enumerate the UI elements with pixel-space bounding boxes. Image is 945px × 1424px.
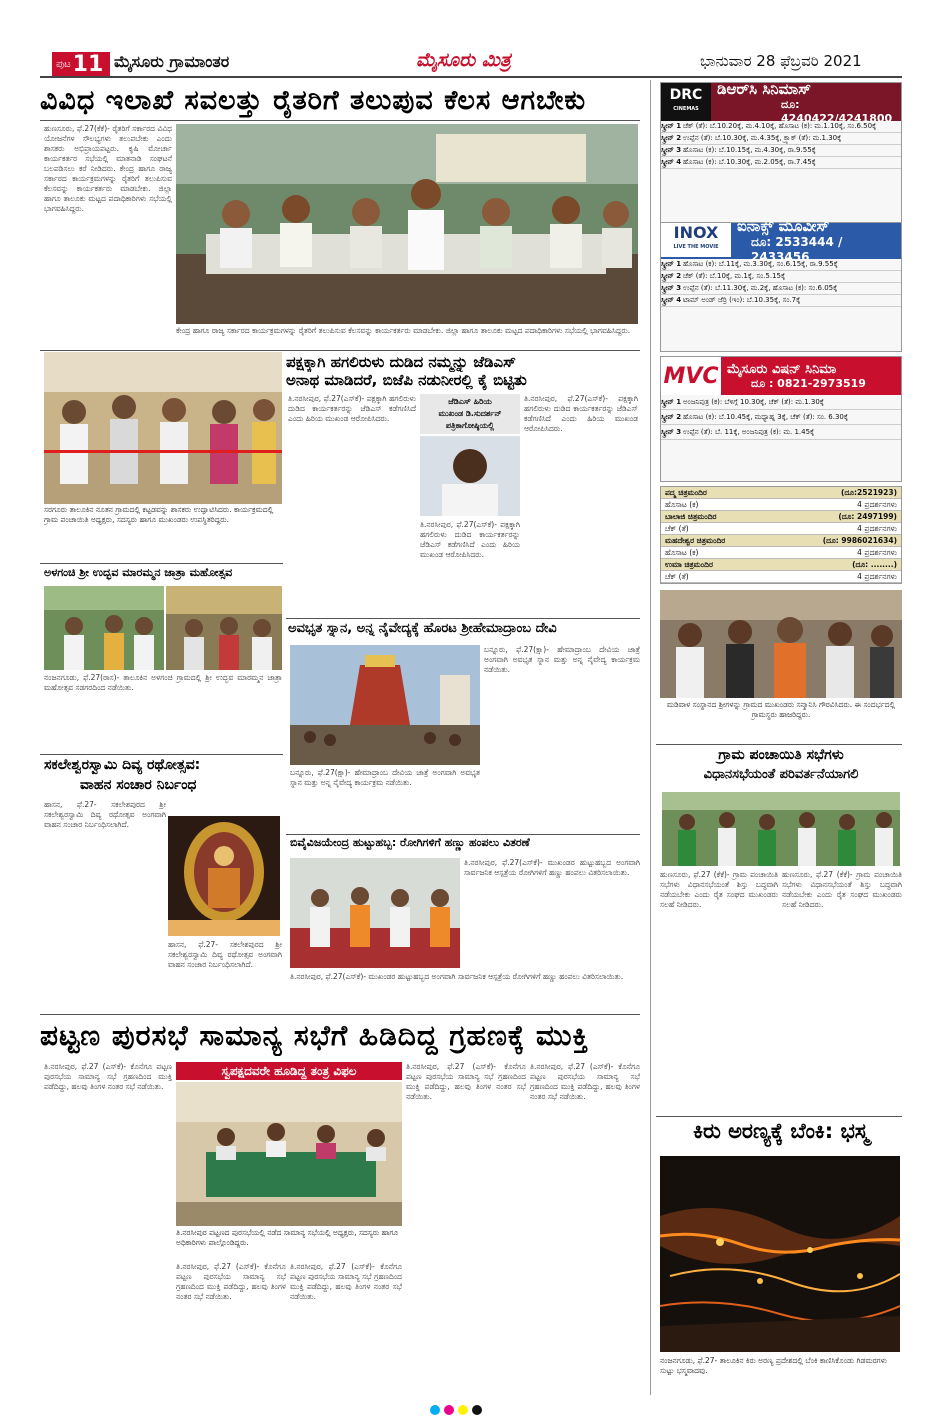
- mvc-cinema-listing: [660, 356, 902, 482]
- forest-fire-caption: ನಂಜನಗೂಡು, ಫೆ.27- ತಾಲೂಕಿನ ಕಿರು ಅರಣ್ಯ ಪ್ರದೇಶದಲ್ಲಿ ಬೆಂಕಿ ಕಾಣಿಸಿಕೊಂಡು ಗಿಡಮರಗಳು ಸುಟ್ಟು ಭಸ್ಮವಾದವು.: [660, 1356, 888, 1375]
- fruit-distribution-headline: ಬಿವೈವಿಜಯೇಂದ್ರ ಹುಟ್ಟುಹಬ್ಬ: ರೋಗಿಗಳಿಗೆ ಹಣ್ಣು ಹಂಪಲು ವಿತರಣೆ: [290, 836, 530, 849]
- divider: [656, 744, 902, 745]
- mvc-screen-row: ಸ್ಕ್ರೀನ್ 3 ಉಪ್ಪೆನ (ತೆ): ಬೆ. 11ಕ್ಕೆ, ಅಂಜನಿಪುತ್ರ (ಕ): ಮ. 1.45ಕ್ಕೆ: [661, 425, 901, 440]
- drc-screen-row: ಸ್ಕ್ರೀನ್ 3 ಹೊಸಾಟ (ಕ): ಬೆ.10.15ಕ್ಕೆ, ಮ.4.30ಕ್ಕೆ, ರಾ.9.55ಕ್ಕೆ: [661, 145, 901, 157]
- jds-headline-line1: ಪಕ್ಷಕ್ಕಾಗಿ ಹಗಲಿರುಳು ದುಡಿದ ನಮ್ಮನ್ನು ಜೆಡಿಎಸ್: [286, 353, 516, 371]
- rathotsava-story-text-1: ಹಾಸನ, ಫೆ.27- ಸಕಲೇಶಪುರದ ಶ್ರೀ ಸಕಲೇಶ್ವರಸ್ವಾಮಿ ದಿವ್ಯ ರಥೋತ್ಸವ ಅಂಗವಾಗಿ ವಾಹನ ಸಂಚಾರ ನಿರ್ಬಂಧಿಸಲಾಗಿದೆ.: [44, 800, 166, 829]
- page-number: 11: [72, 51, 104, 77]
- council-meeting-caption: ತಿ.ನರಸೀಪುರ ಪಟ್ಟಣದ ಪುರಸಭೆಯಲ್ಲಿ ನಡೆದ ಸಾಮಾನ್ಯ ಸಭೆಯಲ್ಲಿ ಅಧ್ಯಕ್ಷರು, ಸದಸ್ಯರು ಹಾಗೂ ಅಧಿಕಾರಿಗಳು ಪಾಲ್ಗೊಂಡಿದ್ದರು.: [176, 1228, 399, 1247]
- inox-screen-row: ಸ್ಕ್ರೀನ್ 1 ಹೊಸಾಟ (ಕ): ಬೆ.11ಕ್ಕೆ, ಮ.3.30ಕ್ಕೆ, ಸಂ.6.15ಕ್ಕೆ, ರಾ.9.55ಕ್ಕೆ: [661, 259, 901, 271]
- drc-screen-row: ಸ್ಕ್ರೀನ್ 4 ಹೊಸಾಟ (ಕ): ಬೆ.10.30ಕ್ಕೆ, ಮ.2.05ಕ್ಕೆ, ರಾ.7.45ಕ್ಕೆ: [661, 157, 901, 169]
- forest-fire-photo: [660, 1156, 900, 1352]
- rathotsava-story-text-2: ಹಾಸನ, ಫೆ.27- ಸಕಲೇಶಪುರದ ಶ್ರೀ ಸಕಲೇಶ್ವರಸ್ವಾಮಿ ದಿವ್ಯ ರಥೋತ್ಸವ ಅಂಗವಾಗಿ ವಾಹನ ಸಂಚಾರ ನಿರ್ಬಂಧಿಸಲಾಗಿದೆ.: [168, 940, 282, 969]
- page-marker: ಪುಟ: [56, 58, 71, 70]
- eclipse-headline: ಪಟ್ಟಣ ಪುರಸಭೆ ಸಾಮಾನ್ಯ ಸಭೆಗೆ ಹಿಡಿದಿದ್ದ ಗ್ರಹಣಕ್ಕೆ ಮುಕ್ತಿ: [40, 1019, 589, 1052]
- swamiji-felicitation-photo: [660, 590, 902, 698]
- theatre-name-row: ಬಾಲಾಜಿ ಚಿತ್ರಮಂದಿರ (ದೂ: 2497199): [661, 511, 901, 523]
- theatre-name-row: ಉಮಾ ಚಿತ್ರಮಂದಿರ (ದೂ: ........): [661, 559, 901, 571]
- mvc-logo: MVC: [663, 363, 719, 389]
- jatra-photo: [44, 586, 282, 670]
- theatre-show-row: ಚೆಕ್ (ತೆ) 4 ಪ್ರದರ್ಶನಗಳು: [661, 523, 901, 535]
- fruit-story-text-2: ತಿ.ನರಸೀಪುರ, ಫೆ.27(ಎಸ್‌ಕೆ)- ಮುಖಂಡರ ಹುಟ್ಟುಹಬ್ಬದ ಅಂಗವಾಗಿ ಸಾರ್ವಜನಿಕ ಆಸ್ಪತ್ರೆಯ ರೋಗಿಗಳಿಗೆ ಹಣ್ಣು ಹಂಪಲು ವಿತರಿಸಲಾಯಿತು.: [290, 972, 624, 981]
- inox-screen-row: ಸ್ಕ್ರೀನ್ 2 ಚೆಕ್ (ತೆ): ಬೆ.10ಕ್ಕೆ, ಮ.1ಕ್ಕೆ, ಸಂ.5.15ಕ್ಕೆ: [661, 271, 901, 283]
- temple-story-text-2: ಬನ್ನೂರು, ಫೆ.27(ಕ್ಷಾ)- ಹೇಮಾದ್ರಾಂಬ ದೇವಿಯ ಜಾತ್ರೆ ಅಂಗವಾಗಿ ಅವಭೃತ ಸ್ನಾನ ಮತ್ತು ಅನ್ನ ನೈವೇದ್ಯ ಕಾರ್ಯಕ್ರಮ ನಡೆಯಿತು.: [484, 645, 640, 674]
- main-story-text-2: ಕೇಂದ್ರ ಹಾಗೂ ರಾಜ್ಯ ಸರ್ಕಾರದ ಕಾರ್ಯಕ್ರಮಗಳನ್ನು ರೈತರಿಗೆ ತಲುಪಿಸುವ ಕೆಲಸವನ್ನು ಕಾರ್ಯಕರ್ತರು ಮಾಡಬೇಕು. ಜಿಲ್ಲಾ ಹಾಗೂ ತಾಲೂಕು ಮಟ್ಟದ ಪದಾಧಿಕಾರಿಗಳು ಸಭೆಯಲ್ಲಿ ಭಾಗವಹಿಸಿದ್ದರು.: [176, 326, 631, 335]
- jatra-story-text: ನಂಜನಗೂಡು, ಫೆ.27(ರಾಸ)- ತಾಲೂಕಿನ ಅಳಗಂಚಿ ಗ್ರಾಮದಲ್ಲಿ ಶ್ರೀ ಉದ್ಭವ ಮಾರಮ್ಮನ ಜಾತ್ರಾ ಮಹೋತ್ಸವ ಸಡಗರದಿಂದ ನಡೆಯಿತು.: [44, 673, 282, 692]
- divider: [40, 1014, 640, 1015]
- drc-logo: DRC CINEMAS: [661, 83, 711, 121]
- theatre-show-row: ಹೊಸಾಟ (ಕ) 4 ಪ್ರದರ್ಶನಗಳು: [661, 499, 901, 511]
- theatre-show-row: ಚೆಕ್ (ತೆ) 4 ಪ್ರದರ್ಶನಗಳು: [661, 571, 901, 583]
- jds-story-text-2: ತಿ.ನರಸೀಪುರ, ಫೆ.27(ಎಸ್‌ಕೆ)- ಪಕ್ಷಕ್ಕಾಗಿ ಹಗಲಿರುಳು ದುಡಿದ ಕಾರ್ಯಕರ್ತರನ್ನು ಜೆಡಿಎಸ್ ಕಡೆಗಣಿಸಿದೆ ಎಂದು ಹಿರಿಯ ಮುಖಂಡ ಆರೋಪಿಸಿದರು.: [420, 520, 520, 559]
- eclipse-subhead: ಸ್ವಪಕ್ಷದವರೇ ಹೂಡಿದ್ದ ತಂತ್ರ ವಿಫಲ: [176, 1062, 402, 1080]
- jds-headline-line2: ಅನಾಥ ಮಾಡಿದರೆ, ಬಿಜೆಪಿ ನಡುನೀರಲ್ಲಿ ಕೈ ಬಿಟ್ಟಿತು: [286, 371, 527, 389]
- issue-date: ಭಾನುವಾರ 28 ಫೆಬ್ರವರಿ 2021: [700, 52, 862, 70]
- column-divider: [650, 80, 651, 1395]
- meeting-photo: [176, 124, 638, 324]
- masthead: ಮೈಸೂರು ಮಿತ್ರ: [416, 49, 511, 71]
- divider: [40, 563, 283, 564]
- forest-fire-headline: ಕಿರು ಅರಣ್ಯಕ್ಕೆ ಬೆಂಕಿ: ಭಸ್ಮ: [693, 1119, 869, 1143]
- divider: [40, 120, 640, 121]
- panchayat-story-text-2: ಹುಣಸೂರು, ಫೆ.27 (ಕೆಕೆ)- ಗ್ರಾಮ ಪಂಚಾಯಿತಿ ಸಭೆಗಳು ವಿಧಾನಸಭೆಯಂತೆ ಶಿಸ್ತು ಬದ್ಧವಾಗಿ ನಡೆಯಬೇಕು ಎಂದು ರೈತ ಸಂಘದ ಮುಖಂಡರು ಸಲಹೆ ನೀಡಿದರು.: [782, 870, 902, 909]
- jds-pullquote: ಜೆಡಿಎಸ್ ಹಿರಿಯ ಮುಖಂಡ ಡಿ.ಸುದರ್ಶನ್ ಪತ್ರಿಕಾಗೋಷ್ಠಿಯಲ್ಲಿ: [420, 394, 520, 434]
- drc-screen-row: ಸ್ಕ್ರೀನ್ 2 ಉಪ್ಪೆನ (ತೆ): ಬೆ.10.30ಕ್ಕೆ, ಮ.4.35ಕ್ಕೆ, ಕ್ರ್ಯಾಕ್ (ತೆ): ಮ.1.30ಕ್ಕೆ: [661, 133, 901, 145]
- print-registration-marks: [430, 1400, 486, 1419]
- council-meeting-photo: [176, 1082, 402, 1226]
- drc-phone: ದೂ: 4240422/4241800: [781, 97, 893, 125]
- mvc-screen-row: ಸ್ಕ್ರೀನ್ 2 ಹೊಸಾಟ (ಕ): ಬೆ.10.45ಕ್ಕೆ, ಮಧ್ಯಾಹ್ನ 3ಕ್ಕೆ, ಚೆಕ್ (ತೆ): ಸಂ. 6.30ಕ್ಕೆ: [661, 410, 901, 425]
- theatre-name-row: ಪದ್ಮ ಚಿತ್ರಮಂದಿರ (ದೂ:2521923): [661, 487, 901, 499]
- jds-story-text-3: ತಿ.ನರಸೀಪುರ, ಫೆ.27(ಎಸ್‌ಕೆ)- ಪಕ್ಷಕ್ಕಾಗಿ ಹಗಲಿರುಳು ದುಡಿದ ಕಾರ್ಯಕರ್ತರನ್ನು ಜೆಡಿಎಸ್ ಕಡೆಗಣಿಸಿದೆ ಎಂದು ಹಿರಿಯ ಮುಖಂಡ ಆರೋಪಿಸಿದರು.: [524, 394, 638, 433]
- eclipse-story-text-3: ತಿ.ನರಸೀಪುರ, ಫೆ.27 (ಎಸ್‌ಕೆ)- ಕೊನೆಗೂ ಪಟ್ಟಣ ಪುರಸಭೆಯ ಸಾಮಾನ್ಯ ಸಭೆ ಗ್ರಹಣದಿಂದ ಮುಕ್ತಿ ಪಡೆದಿದ್ದು, ಹಲವು ತಿಂಗಳ ನಂತರ ಸಭೆ ನಡೆಯಿತು.: [290, 1262, 402, 1301]
- panchayat-story-text-1: ಹುಣಸೂರು, ಫೆ.27 (ಕೆಕೆ)- ಗ್ರಾಮ ಪಂಚಾಯಿತಿ ಸಭೆಗಳು ವಿಧಾನಸಭೆಯಂತೆ ಶಿಸ್ತು ಬದ್ಧವಾಗಿ ನಡೆಯಬೇಕು ಎಂದು ರೈತ ಸಂಘದ ಮುಖಂಡರು ಸಲಹೆ ನೀಡಿದರು.: [660, 870, 778, 909]
- eclipse-story-text-4: ತಿ.ನರಸೀಪುರ, ಫೆ.27 (ಎಸ್‌ಕೆ)- ಕೊನೆಗೂ ಪಟ್ಟಣ ಪುರಸಭೆಯ ಸಾಮಾನ್ಯ ಸಭೆ ಗ್ರಹಣದಿಂದ ಮುಕ್ತಿ ಪಡೆದಿದ್ದು, ಹಲವು ತಿಂಗಳ ನಂತರ ಸಭೆ ನಡೆಯಿತು.: [406, 1062, 526, 1101]
- eclipse-story-text-2: ತಿ.ನರಸೀಪುರ, ಫೆ.27 (ಎಸ್‌ಕೆ)- ಕೊನೆಗೂ ಪಟ್ಟಣ ಪುರಸಭೆಯ ಸಾಮಾನ್ಯ ಸಭೆ ಗ್ರಹಣದಿಂದ ಮುಕ್ತಿ ಪಡೆದಿದ್ದು, ಹಲವು ತಿಂಗಳ ನಂತರ ಸಭೆ ನಡೆಯಿತು.: [176, 1262, 286, 1301]
- rathotsava-headline-line1: ಸಕಲೇಶ್ವರಸ್ವಾಮಿ ದಿವ್ಯ ರಥೋತ್ಸವ:: [44, 757, 201, 773]
- eclipse-story-text-5: ತಿ.ನರಸೀಪುರ, ಫೆ.27 (ಎಸ್‌ಕೆ)- ಕೊನೆಗೂ ಪಟ್ಟಣ ಪುರಸಭೆಯ ಸಾಮಾನ್ಯ ಸಭೆ ಗ್ರಹಣದಿಂದ ಮುಕ್ತಿ ಪಡೆದಿದ್ದು, ಹಲವು ತಿಂಗಳ ನಂತರ ಸಭೆ ನಡೆಯಿತು.: [530, 1062, 640, 1101]
- eclipse-story-text-1: ತಿ.ನರಸೀಪುರ, ಫೆ.27 (ಎಸ್‌ಕೆ)- ಕೊನೆಗೂ ಪಟ್ಟಣ ಪುರಸಭೆಯ ಸಾಮಾನ್ಯ ಸಭೆ ಗ್ರಹಣದಿಂದ ಮುಕ್ತಿ ಪಡೆದಿದ್ದು, ಹಲವು ತಿಂಗಳ ನಂತರ ಸಭೆ ನಡೆಯಿತು.: [44, 1062, 172, 1091]
- panchayat-headline-line2: ವಿಧಾನಸಭೆಯಂತೆ ಪರಿವರ್ತನೆಯಾಗಲಿ: [703, 767, 859, 782]
- jatra-headline: ಅಳಗಂಚಿ ಶ್ರೀ ಉದ್ಭವ ಮಾರಮ್ಮನ ಜಾತ್ರಾ ಮಹೋತ್ಸವ: [44, 566, 233, 579]
- fruit-story-text-1: ತಿ.ನರಸೀಪುರ, ಫೆ.27(ಎಸ್‌ಕೆ)- ಮುಖಂಡರ ಹುಟ್ಟುಹಬ್ಬದ ಅಂಗವಾಗಿ ಸಾರ್ವಜನಿಕ ಆಸ್ಪತ್ರೆಯ ರೋಗಿಗಳಿಗೆ ಹಣ್ಣು ಹಂಪಲು ವಿತರಿಸಲಾಯಿತು.: [464, 858, 640, 877]
- divider: [40, 754, 283, 755]
- inox-screen-row: ಸ್ಕ್ರೀನ್ 4 ಟಾಮ್ ಅಂಡ್ ಜೆರ್ರಿ (ಇಂ): ಬೆ.10.35ಕ್ಕೆ, ಸಂ.7ಕ್ಕೆ: [661, 295, 901, 307]
- main-story-text-1: ಹುಣಸೂರು, ಫೆ.27(ಕೆಕೆ)- ರೈತರಿಗೆ ಸರ್ಕಾರದ ವಿವಿಧ ಯೋಜನೆಗಳ ಸೌಲಭ್ಯಗಳು ತಲುಪಬೇಕು ಎಂದು ಶಾಸಕರು ಅಭಿಪ್ರಾಯಪಟ್ಟರು. ಕೃಷಿ ಮೋರ್ಚಾ ಕಾರ್ಯಕರ್ತರ ಸಭೆಯಲ್ಲಿ ಮಾತನಾಡಿ ಸಂಘಟನೆ ಬಲಪಡಿಸಲು ಕರೆ ನೀಡಿದರು. ಕೇಂದ್ರ ಹಾಗೂ ರಾಜ್ಯ ಸರ್ಕಾರದ ಕಾರ್ಯಕ್ರಮಗಳನ್ನು ರೈತರಿಗೆ ತಲುಪಿಸುವ ಕೆಲಸವನ್ನು ಕಾರ್ಯಕರ್ತರು ಮಾಡಬೇಕು. ಜಿಲ್ಲಾ ಹಾಗೂ ತಾಲೂಕು ಮಟ್ಟದ ಪದಾಧಿಕಾರಿಗಳು ಸಭೆಯಲ್ಲಿ ಭಾಗವಹಿಸಿದ್ದರು.: [44, 124, 172, 213]
- main-headline: ವಿವಿಧ ಇಲಾಖೆ ಸವಲತ್ತು ರೈತರಿಗೆ ತಲುಪುವ ಕೆಲಸ ಆಗಬೇಕು: [40, 85, 587, 116]
- theatre-listing: [660, 486, 902, 584]
- rathotsava-headline-line2: ವಾಹನ ಸಂಚಾರ ನಿರ್ಬಂಧ: [80, 777, 197, 793]
- mvc-phone: ದೂ : 0821-2973519: [751, 376, 866, 390]
- section-name: ಮೈಸೂರು ಗ್ರಾಮಾಂತರ: [114, 52, 230, 71]
- temple-story-text-1: ಬನ್ನೂರು, ಫೆ.27(ಕ್ಷಾ)- ಹೇಮಾದ್ರಾಂಬ ದೇವಿಯ ಜಾತ್ರೆ ಅಂಗವಾಗಿ ಅವಭೃತ ಸ್ನಾನ ಮತ್ತು ಅನ್ನ ನೈವೇದ್ಯ ಕಾರ್ಯಕ್ರಮ ನಡೆಯಿತು.: [290, 768, 480, 787]
- mvc-name: ಮೈಸೂರು ವಿಷನ್ ಸಿನಿಮಾ: [727, 361, 837, 377]
- divider: [286, 618, 640, 619]
- inox-phone: ದೂ: 2533444 / 2433456: [751, 234, 843, 264]
- mvc-screen-row: ಸ್ಕ್ರೀನ್ 1 ಅಂಜನಿಪುತ್ರ (ಕ): ಬೆಳಿಗ್ಗೆ 10.30ಕ್ಕೆ, ಚೆಕ್ (ತೆ): ಮ.1.30ಕ್ಕೆ: [661, 395, 901, 410]
- divider: [286, 834, 640, 835]
- inox-screen-row: ಸ್ಕ್ರೀನ್ 3 ಉಪ್ಪೆನ (ತೆ): ಬೆ.11.30ಕ್ಕೆ, ಮ.2ಕ್ಕೆ, ಹೊಸಾಟ (ಕ): ಸಂ.6.05ಕ್ಕೆ: [661, 283, 901, 295]
- drc-screen-row: ಸ್ಕ್ರೀನ್ 1 ಚೆಕ್ (ತೆ): ಬೆ.10.20ಕ್ಕೆ, ಮ.4.10ಕ್ಕೆ, ಹೊಸಾಟ (ಕ): ಮ.1.10ಕ್ಕೆ, ಸಂ.6.50ಕ್ಕೆ: [661, 121, 901, 133]
- chariot-procession-photo: [290, 645, 480, 765]
- farmers-protest-photo: [662, 792, 900, 866]
- page-number-badge: [52, 52, 110, 76]
- swamiji-caption: ಮಡಿವಾಳ ಸಂಸ್ಥಾನದ ಶ್ರೀಗಳನ್ನು ಗ್ರಾಮದ ಮುಖಂಡರು ಸನ್ಮಾನಿಸಿ ಗೌರವಿಸಿದರು. ಈ ಸಂದರ್ಭದಲ್ಲಿ ಗ್ರಾಮಸ್ಥರು ಹಾಜರಿದ್ದರು.: [666, 700, 896, 719]
- deity-photo: [168, 816, 280, 936]
- drc-name: ಡಿಆರ್‌ಸಿ ಸಿನಿಮಾಸ್: [717, 79, 812, 98]
- divider: [40, 350, 640, 351]
- fruit-distribution-photo: [290, 858, 460, 968]
- inox-cinema-listing: [660, 216, 902, 352]
- inox-logo: INOX LIVE THE MOVIE: [673, 223, 719, 250]
- panchayat-headline-line1: ಗ್ರಾಮ ಪಂಚಾಯಿತಿ ಸಭೆಗಳು: [718, 747, 844, 763]
- temple-headline: ಅವಭೃತ ಸ್ನಾನ, ಅನ್ನ ನೈವೇದ್ಯಕ್ಕೆ ಹೊರಟ ಶ್ರೀಹೇಮಾದ್ರಾಂಬ ದೇವಿ: [288, 621, 557, 636]
- ribbon-cutting-photo: [44, 352, 282, 504]
- leader-portrait-photo: [420, 436, 520, 516]
- theatre-name-row: ಮಹದೇಶ್ವರ ಚಿತ್ರಮಂದಿರ (ದೂ: 9986021634): [661, 535, 901, 547]
- ribbon-cutting-caption: ಸರಗೂರು ತಾಲೂಕಿನ ನೂತನ ಗ್ರಾಮದಲ್ಲಿ ಕಟ್ಟಡವನ್ನು ಶಾಸಕರು ಉದ್ಘಾಟಿಸಿದರು. ಕಾರ್ಯಕ್ರಮದಲ್ಲಿ ಗ್ರಾಮ ಪಂಚಾಯಿತಿ ಅಧ್ಯಕ್ಷರು, ಸದಸ್ಯರು ಹಾಗೂ ಮುಖಂಡರು ಉಪಸ್ಥಿತರಿದ್ದರು.: [44, 505, 274, 524]
- jds-story-text-1: ತಿ.ನರಸೀಪುರ, ಫೆ.27(ಎಸ್‌ಕೆ)- ಪಕ್ಷಕ್ಕಾಗಿ ಹಗಲಿರುಳು ದುಡಿದ ಕಾರ್ಯಕರ್ತರನ್ನು ಜೆಡಿಎಸ್ ಕಡೆಗಣಿಸಿದೆ ಎಂದು ಹಿರಿಯ ಮುಖಂಡ ಆರೋಪಿಸಿದರು.: [288, 394, 416, 423]
- divider: [656, 1116, 902, 1117]
- theatre-show-row: ಹೊಸಾಟ (ಕ) 4 ಪ್ರದರ್ಶನಗಳು: [661, 547, 901, 559]
- inox-name: ಐನಾಕ್ಸ್ ಮೂವೀಸ್: [737, 216, 830, 235]
